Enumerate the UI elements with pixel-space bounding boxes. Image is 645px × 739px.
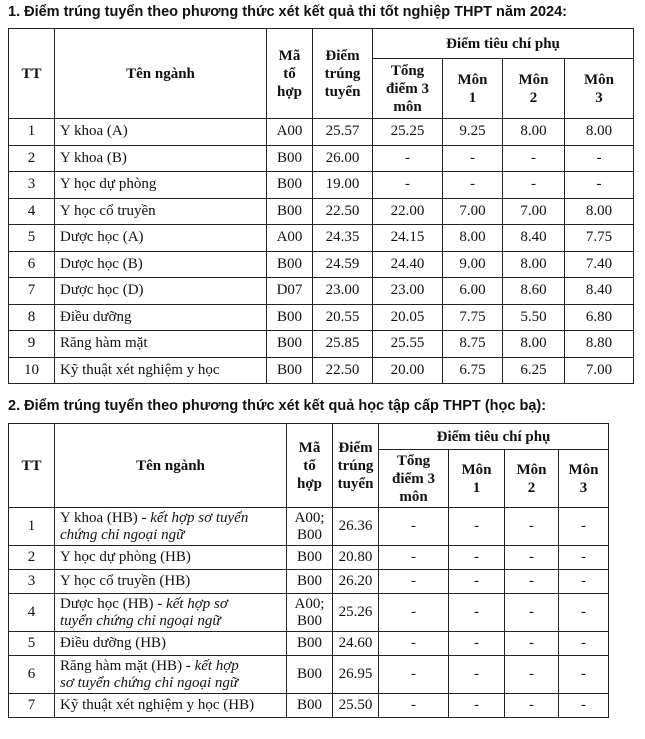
subject-2-score: 8.60: [503, 278, 565, 305]
admission-score: 26.00: [313, 145, 373, 172]
table-row: [9, 694, 609, 718]
subject-3-score: 8.00: [565, 119, 634, 146]
subject-1-score: -: [449, 694, 505, 718]
subject-1-score: 8.75: [443, 331, 503, 358]
section1-title: 1. Điểm trúng tuyển theo phương thức xét kết quả thi tốt nghiệp THPT năm 2024:: [8, 4, 567, 20]
subject-2-score: 7.00: [503, 198, 565, 225]
subject-1-score: 6.75: [443, 357, 503, 384]
table-thpt-scores: [8, 28, 634, 384]
admission-score: 24.59: [313, 251, 373, 278]
major-name: Y khoa (B): [55, 145, 267, 172]
major-name: Kỹ thuật xét nghiệm y học: [55, 357, 267, 384]
subject-2-score: -: [505, 656, 559, 694]
subject-2-score: -: [505, 546, 559, 570]
subject-combo: B00: [287, 694, 333, 718]
subject-2-score: -: [505, 694, 559, 718]
row-index: 4: [9, 594, 55, 632]
total-3-subjects: -: [379, 656, 449, 694]
subject-1-score: 8.00: [443, 225, 503, 252]
major-name: Y học cổ truyền: [55, 198, 267, 225]
subject-3-score: -: [559, 656, 609, 694]
row-index: 1: [9, 119, 55, 146]
total-3-subjects: -: [373, 145, 443, 172]
subject-3-score: 7.00: [565, 357, 634, 384]
total-3-subjects: -: [373, 172, 443, 199]
major-note: kết hợp sơ tuyển: [150, 509, 249, 526]
subject-3-score: -: [559, 694, 609, 718]
subject-2-score: 8.00: [503, 251, 565, 278]
subject-combo: B00: [267, 172, 313, 199]
major-note: kết hợp sơ: [166, 595, 228, 612]
admission-score: 25.50: [333, 694, 379, 718]
major-name: [55, 632, 287, 656]
subject-2-score: -: [505, 594, 559, 632]
row-index: 10: [9, 357, 55, 384]
row-index: 7: [9, 278, 55, 305]
table-row: [9, 251, 634, 278]
total-3-subjects: 24.40: [373, 251, 443, 278]
subject-2-score: 5.50: [503, 304, 565, 331]
major-name-text: Y học cổ truyền (HB): [60, 573, 191, 589]
row-index: 8: [9, 304, 55, 331]
subject-2-score: 6.25: [503, 357, 565, 384]
total-3-subjects: 25.55: [373, 331, 443, 358]
section2-title: 2. Điểm trúng tuyển theo phương thức xét kết quả học tập cấp THPT (học bạ):: [8, 398, 547, 414]
row-index: 6: [9, 656, 55, 694]
subject-1-score: -: [449, 656, 505, 694]
major-name-text: Kỹ thuật xét nghiệm y học (HB): [60, 697, 255, 713]
subject-combo: A00; B00: [287, 508, 333, 546]
row-index: 7: [9, 694, 55, 718]
subject-3-score: 6.80: [565, 304, 634, 331]
major-name: Dược học (B): [55, 251, 267, 278]
total-3-subjects: 24.15: [373, 225, 443, 252]
subject-2-score: -: [503, 172, 565, 199]
major-name-text: Dược học (HB) -: [60, 595, 163, 612]
header-mon3: Môn 3: [565, 59, 634, 119]
header-mon2: Môn 2: [505, 450, 559, 508]
row-index: 3: [9, 172, 55, 199]
subject-3-score: 8.00: [565, 198, 634, 225]
major-name: [55, 546, 287, 570]
table-row: [9, 278, 634, 305]
admission-score: 22.50: [313, 357, 373, 384]
header-tieu-chi-phu: Điểm tiêu chí phụ: [379, 424, 609, 450]
subject-combo: B00: [287, 632, 333, 656]
major-note: tuyển chứng chỉ ngoại ngữ: [60, 612, 221, 629]
row-index: 2: [9, 546, 55, 570]
total-3-subjects: -: [379, 508, 449, 546]
subject-3-score: -: [559, 570, 609, 594]
table-row: [9, 172, 634, 199]
subject-1-score: -: [449, 632, 505, 656]
total-3-subjects: 25.25: [373, 119, 443, 146]
subject-combo: B00: [267, 198, 313, 225]
header-tt: TT: [9, 29, 55, 119]
header-ma-to-hop: Mã tổ hợp: [267, 29, 313, 119]
admission-score: 25.26: [333, 594, 379, 632]
subject-1-score: -: [443, 145, 503, 172]
subject-1-score: -: [449, 570, 505, 594]
table-row: [9, 119, 634, 146]
major-name: Dược học (A): [55, 225, 267, 252]
table-hoc-ba-scores: [8, 423, 609, 718]
major-name-text: Y khoa (HB) -: [60, 509, 147, 526]
header-ten-nganh: Tên ngành: [55, 29, 267, 119]
subject-3-score: 7.75: [565, 225, 634, 252]
major-name-text: Y học dự phòng (HB): [60, 549, 191, 565]
subject-2-score: 8.00: [503, 119, 565, 146]
header-ma-to-hop: Mã tổ hợp: [287, 424, 333, 508]
table-row: [9, 145, 634, 172]
major-name-text: Điều dưỡng (HB): [60, 635, 167, 651]
header-mon3: Môn 3: [559, 450, 609, 508]
subject-combo: B00: [287, 546, 333, 570]
admission-score: 26.20: [333, 570, 379, 594]
subject-1-score: -: [449, 546, 505, 570]
subject-2-score: 8.00: [503, 331, 565, 358]
major-name-text: Răng hàm mặt (HB) -: [60, 657, 191, 674]
major-note: sơ tuyển chứng chỉ ngoại ngữ: [60, 674, 239, 691]
total-3-subjects: -: [379, 632, 449, 656]
header-tong-diem: Tổng điểm 3 môn: [373, 59, 443, 119]
subject-1-score: -: [449, 508, 505, 546]
admission-score: 22.50: [313, 198, 373, 225]
major-name: [55, 656, 287, 694]
subject-2-score: -: [505, 570, 559, 594]
table-row: [9, 357, 634, 384]
table-row: [9, 570, 609, 594]
row-index: 1: [9, 508, 55, 546]
admission-score: 26.95: [333, 656, 379, 694]
major-name: [55, 508, 287, 546]
subject-combo: A00: [267, 119, 313, 146]
major-name: Y khoa (A): [55, 119, 267, 146]
header-mon1: Môn 1: [443, 59, 503, 119]
header-tong-diem: Tổng điểm 3 môn: [379, 450, 449, 508]
subject-3-score: 8.40: [565, 278, 634, 305]
subject-combo: B00: [267, 145, 313, 172]
subject-combo: B00: [267, 251, 313, 278]
total-3-subjects: -: [379, 546, 449, 570]
table-row: [9, 508, 609, 546]
row-index: 9: [9, 331, 55, 358]
total-3-subjects: 20.00: [373, 357, 443, 384]
subject-2-score: -: [503, 145, 565, 172]
header-diem-trung-tuyen: Điểm trúng tuyển: [333, 424, 379, 508]
total-3-subjects: 20.05: [373, 304, 443, 331]
subject-1-score: -: [443, 172, 503, 199]
admission-score: 25.57: [313, 119, 373, 146]
table-row: [9, 656, 609, 694]
table-row: [9, 546, 609, 570]
subject-3-score: 8.80: [565, 331, 634, 358]
header-diem-trung-tuyen: Điểm trúng tuyển: [313, 29, 373, 119]
subject-1-score: -: [449, 594, 505, 632]
row-index: 2: [9, 145, 55, 172]
major-name: Dược học (D): [55, 278, 267, 305]
header-tieu-chi-phu: Điểm tiêu chí phụ: [373, 29, 634, 59]
header-mon1: Môn 1: [449, 450, 505, 508]
admission-score: 19.00: [313, 172, 373, 199]
subject-3-score: -: [565, 172, 634, 199]
subject-2-score: 8.40: [503, 225, 565, 252]
subject-combo: A00; B00: [287, 594, 333, 632]
major-name: Răng hàm mặt: [55, 331, 267, 358]
major-name: Điều dưỡng: [55, 304, 267, 331]
row-index: 5: [9, 632, 55, 656]
major-name: [55, 594, 287, 632]
major-note: kết hợp: [194, 657, 239, 674]
total-3-subjects: 22.00: [373, 198, 443, 225]
admission-score: 20.80: [333, 546, 379, 570]
table-row: [9, 304, 634, 331]
table-row: [9, 198, 634, 225]
subject-combo: D07: [267, 278, 313, 305]
row-index: 3: [9, 570, 55, 594]
admission-score: 24.35: [313, 225, 373, 252]
table-row: [9, 594, 609, 632]
header-tt: TT: [9, 424, 55, 508]
header-mon2: Môn 2: [503, 59, 565, 119]
subject-combo: B00: [267, 357, 313, 384]
major-note: chứng chỉ ngoại ngữ: [60, 526, 185, 543]
subject-1-score: 9.00: [443, 251, 503, 278]
admission-score: 24.60: [333, 632, 379, 656]
row-index: 4: [9, 198, 55, 225]
subject-1-score: 9.25: [443, 119, 503, 146]
subject-3-score: 7.40: [565, 251, 634, 278]
subject-combo: A00: [267, 225, 313, 252]
subject-1-score: 7.00: [443, 198, 503, 225]
total-3-subjects: 23.00: [373, 278, 443, 305]
subject-1-score: 7.75: [443, 304, 503, 331]
subject-combo: B00: [267, 331, 313, 358]
subject-3-score: -: [559, 632, 609, 656]
subject-combo: B00: [267, 304, 313, 331]
row-index: 6: [9, 251, 55, 278]
subject-2-score: -: [505, 632, 559, 656]
total-3-subjects: -: [379, 694, 449, 718]
admission-score: 25.85: [313, 331, 373, 358]
admission-score: 20.55: [313, 304, 373, 331]
subject-1-score: 6.00: [443, 278, 503, 305]
subject-combo: B00: [287, 656, 333, 694]
major-name: [55, 570, 287, 594]
admission-score: 23.00: [313, 278, 373, 305]
major-name: [55, 694, 287, 718]
subject-3-score: -: [565, 145, 634, 172]
major-name: Y học dự phòng: [55, 172, 267, 199]
total-3-subjects: -: [379, 594, 449, 632]
table-row: [9, 225, 634, 252]
admission-score: 26.36: [333, 508, 379, 546]
row-index: 5: [9, 225, 55, 252]
subject-3-score: -: [559, 508, 609, 546]
table-row: [9, 632, 609, 656]
subject-2-score: -: [505, 508, 559, 546]
subject-3-score: -: [559, 546, 609, 570]
subject-3-score: -: [559, 594, 609, 632]
table-row: [9, 331, 634, 358]
total-3-subjects: -: [379, 570, 449, 594]
subject-combo: B00: [287, 570, 333, 594]
header-ten-nganh: Tên ngành: [55, 424, 287, 508]
